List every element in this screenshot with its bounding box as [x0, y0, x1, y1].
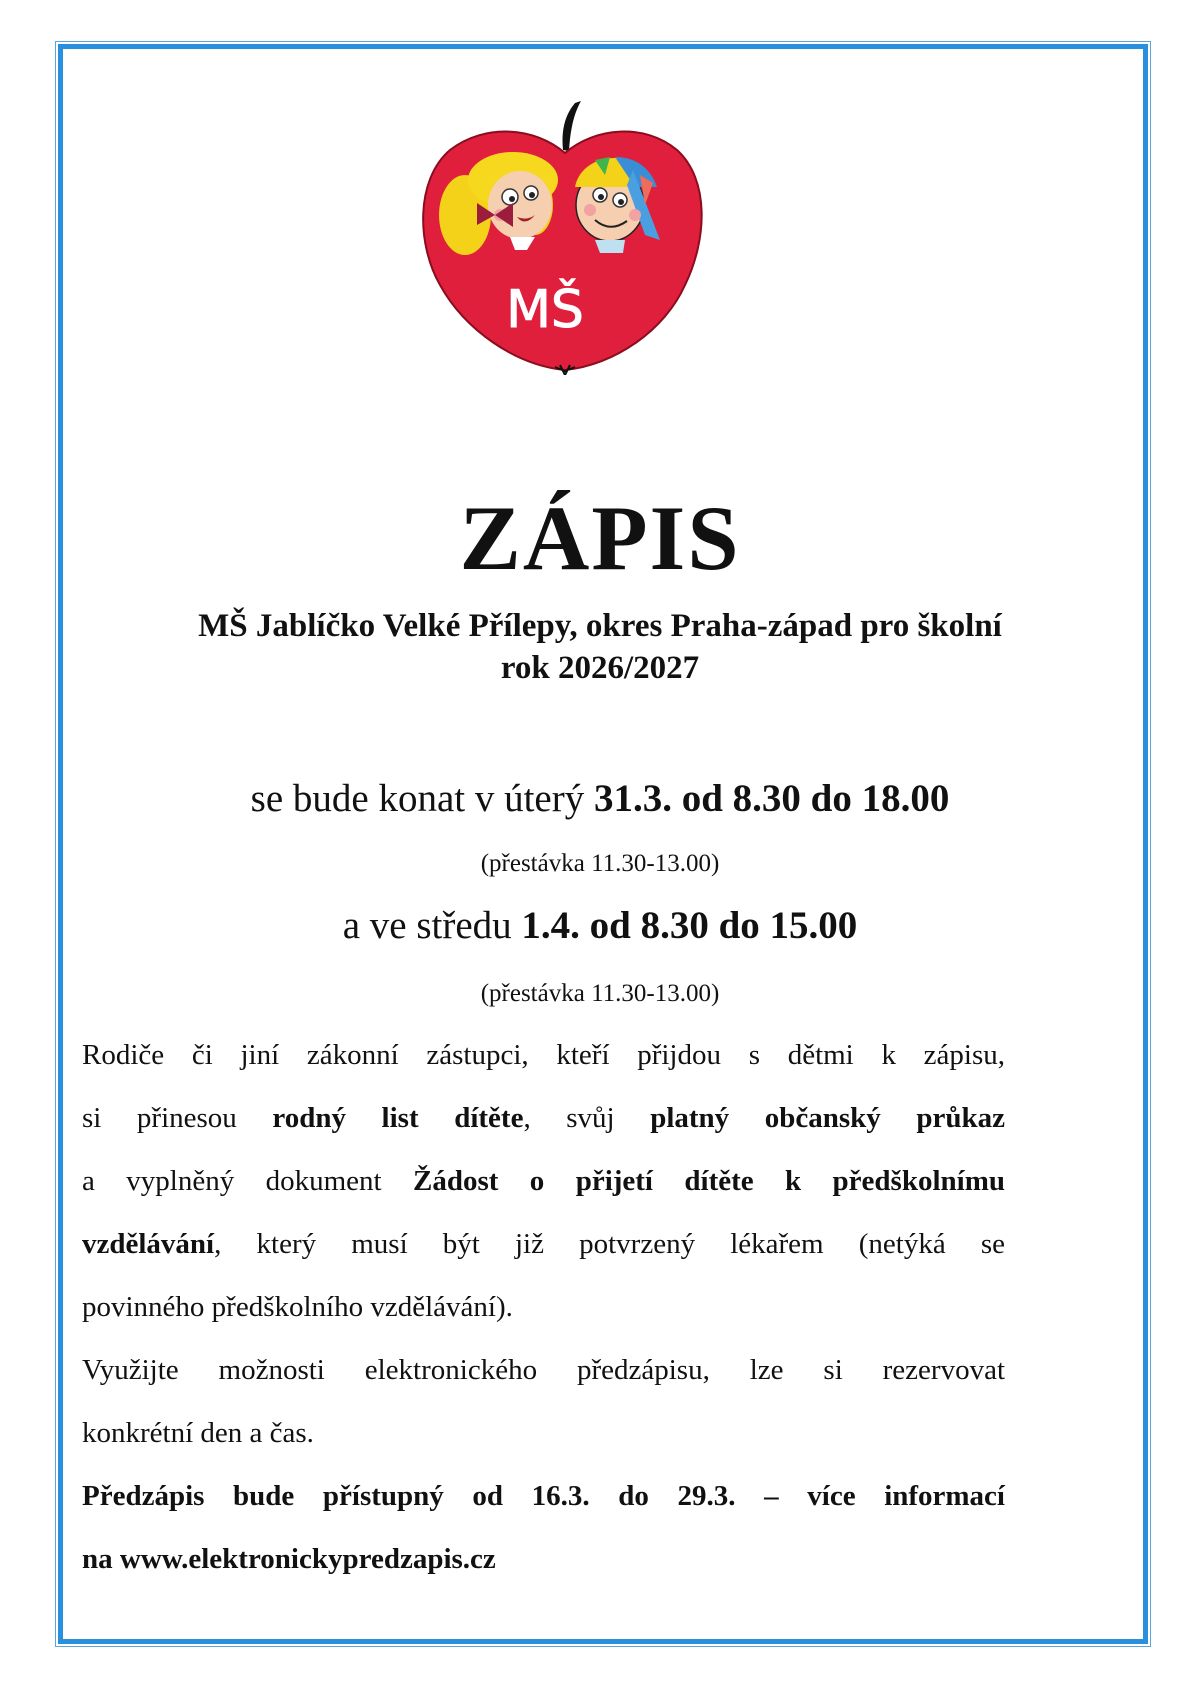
text-run: a vyplněný dokument	[82, 1165, 413, 1197]
text-run: , který musí být již potvrzený lékařem (netýká se	[214, 1228, 1005, 1260]
school-name-line: MŠ Jablíčko Velké Přílepy, okres Praha-západ pro školní	[198, 608, 1002, 644]
text-run: Předzápis bude přístupný od 16.3. do 29.3. – více informací	[82, 1480, 1005, 1512]
schedule-break-1: (přestávka 11.30-13.00)	[480, 850, 720, 877]
schedule-prefix: a ve středu	[342, 904, 522, 947]
text-run: Využijte možnosti elektronického předzápisu, lze si rezervovat	[82, 1354, 1005, 1386]
text-line	[82, 1402, 1005, 1465]
school-heading	[0, 605, 1200, 689]
schedule-date: 31.3.	[593, 777, 672, 820]
schedule-date: 1.4.	[521, 904, 580, 947]
text-line	[82, 1150, 1005, 1213]
schedule-day-1	[0, 775, 1200, 823]
text-line	[82, 1276, 1005, 1339]
page-title: ZÁPIS	[459, 487, 741, 589]
schedule-day-2	[0, 902, 1200, 950]
text-run: Rodiče či jiní zákonní zástupci, kteří přijdou s dětmi k zápisu,	[82, 1039, 1005, 1071]
bold-run: vzdělávání	[82, 1228, 215, 1260]
school-year-line: rok 2026/2027	[500, 650, 700, 686]
text-line	[82, 1465, 1005, 1528]
electronic-paragraph	[82, 1339, 1005, 1465]
bold-run: rodný list dítěte	[272, 1102, 524, 1134]
apple-with-children-logo-icon	[395, 75, 735, 375]
schedule-time: od 8.30 do 18.00	[671, 777, 950, 820]
schedule-break-2: (přestávka 11.30-13.00)	[480, 980, 720, 1007]
text-line	[82, 1213, 1005, 1276]
text-run: , svůj	[523, 1102, 651, 1134]
svg-text:MŠ: MŠ	[506, 280, 584, 340]
text-run: na	[82, 1543, 120, 1575]
website-link[interactable]: www.elektronickypredzapis.cz	[119, 1543, 496, 1575]
text-line	[82, 1528, 1005, 1591]
text-line	[82, 1339, 1005, 1402]
bold-run: platný občanský průkaz	[650, 1102, 1005, 1134]
text-run: si přinesou	[82, 1102, 273, 1134]
requirements-paragraph	[82, 1024, 1005, 1339]
preregistration-paragraph	[82, 1465, 1005, 1591]
text-run: povinného předškolního vzdělávání).	[82, 1291, 513, 1323]
bold-run: Žádost o přijetí dítěte k předškolnímu	[412, 1165, 1005, 1197]
schedule-prefix: se bude konat v úterý	[250, 777, 594, 820]
text-line	[82, 1024, 1005, 1087]
schedule-time: od 8.30 do 15.00	[579, 904, 858, 947]
text-run: konkrétní den a čas.	[82, 1417, 314, 1449]
school-logo	[395, 75, 735, 375]
text-line	[82, 1087, 1005, 1150]
